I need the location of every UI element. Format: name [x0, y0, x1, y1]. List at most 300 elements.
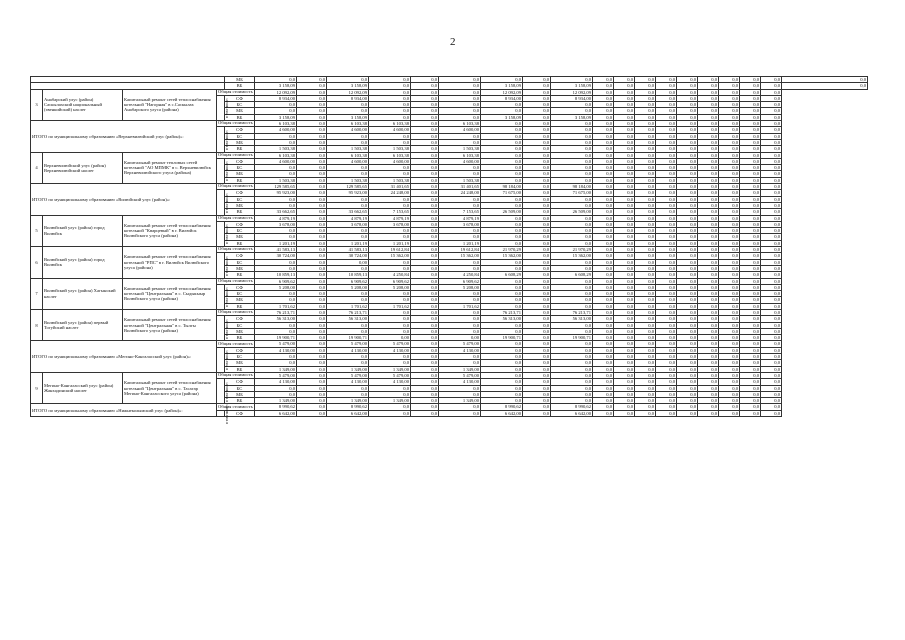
value-cell: 0,0 [719, 102, 740, 108]
value-cell: 0,0 [523, 291, 551, 297]
total-cost-label: Общая стоимость [218, 403, 253, 409]
value-cell: 0,0 [551, 328, 593, 334]
value-cell: 0,0 [677, 83, 698, 89]
value-cell: 0,0 [411, 240, 439, 246]
value-cell: 15 362,00 [439, 253, 481, 259]
source-label: ВБ [225, 335, 255, 341]
value-cell: 0,0 [551, 278, 593, 284]
value-cell: 0,0 [614, 171, 635, 177]
value-cell: 0,0 [481, 240, 523, 246]
value-cell: 0,0 [740, 102, 761, 108]
value-cell: 4 130,00 [327, 379, 369, 385]
source-label: ВБ [225, 240, 255, 246]
value-cell: 0,0 [551, 221, 593, 227]
value-cell: 0,0 [656, 253, 677, 259]
value-cell: 0,0 [614, 253, 635, 259]
value-cell: 26 509,00 [551, 209, 593, 215]
source-label: ВБ [225, 83, 255, 89]
value-cell: 0,0 [656, 354, 677, 360]
value-cell: 0,0 [719, 341, 740, 347]
value-cell: 0,0 [327, 108, 369, 114]
incl-label [217, 347, 229, 372]
total-cost-label: Общая стоимость [218, 372, 253, 378]
value-cell: 0,0 [411, 372, 439, 378]
value-cell: 6 103,38 [255, 152, 297, 158]
value-cell: 0,0 [439, 385, 481, 391]
value-cell: 0,0 [656, 146, 677, 152]
value-cell: 0,0 [297, 121, 327, 127]
value-cell: 0,0 [635, 297, 656, 303]
value-cell: 0,0 [740, 221, 761, 227]
value-cell: 1 349,00 [255, 398, 297, 404]
value-cell: 0,0 [411, 278, 439, 284]
value-cell: 0,0 [593, 347, 614, 353]
value-cell: 0,0 [593, 372, 614, 378]
value-cell: 0,0 [761, 108, 782, 114]
value-cell: 0,0 [551, 202, 593, 208]
value-cell: 0,0 [614, 341, 635, 347]
value-cell: 0,0 [719, 391, 740, 397]
value-cell: 0,0 [719, 77, 740, 83]
value-cell: 0,0 [369, 83, 411, 89]
value-cell: 0,0 [411, 177, 439, 183]
value-cell: 0,0 [698, 322, 719, 328]
value-cell: 0,0 [411, 391, 439, 397]
value-cell: 0,0 [635, 347, 656, 353]
value-cell: 4 250,84 [439, 272, 481, 278]
value-cell: 0,0 [656, 102, 677, 108]
value-cell: 6 103,38 [439, 121, 481, 127]
value-cell: 5 479,00 [439, 372, 481, 378]
source-label: БС [225, 291, 255, 297]
value-cell: 31 401,65 [439, 184, 481, 190]
value-cell: 0,0 [551, 354, 593, 360]
value-cell: 5 208,00 [327, 284, 369, 290]
value-cell: 0,0 [255, 102, 297, 108]
value-cell: 0,0 [614, 196, 635, 202]
value-cell: 0,0 [411, 379, 439, 385]
value-cell: 4 130,00 [255, 347, 297, 353]
value-cell: 0,0 [614, 121, 635, 127]
value-cell: 0,0 [761, 272, 782, 278]
value-cell: 0,0 [439, 354, 481, 360]
value-cell: 0,0 [411, 114, 439, 120]
value-cell: 6 642,00 [327, 410, 369, 416]
value-cell: 0,0 [411, 184, 439, 190]
value-cell: 0,0 [551, 171, 593, 177]
value-cell: 0,0 [411, 146, 439, 152]
value-cell: 0,0 [719, 234, 740, 240]
value-cell: 0,0 [740, 165, 761, 171]
value-cell: 0,0 [523, 265, 551, 271]
value-cell: 4 600,00 [255, 158, 297, 164]
value-cell: 0,0 [740, 360, 761, 366]
value-cell: 8 934,00 [255, 95, 297, 101]
value-cell: 0,0 [297, 309, 327, 315]
value-cell: 0,0 [255, 228, 297, 234]
value-cell: 0,0 [656, 404, 677, 410]
value-cell: 0,0 [761, 177, 782, 183]
value-cell: 0,0 [677, 291, 698, 297]
value-cell: 0,0 [782, 77, 868, 83]
total-cost-label: Общая стоимость [218, 88, 253, 94]
value-cell: 0,0 [719, 228, 740, 234]
value-cell: 0,0 [523, 158, 551, 164]
value-cell: 0,0 [551, 215, 593, 221]
value-cell: 0,0 [614, 209, 635, 215]
value-cell: 0,0 [369, 228, 411, 234]
value-cell: 0,0 [740, 354, 761, 360]
value-cell: 0,0 [635, 291, 656, 297]
value-cell: 4 600,00 [439, 158, 481, 164]
value-cell: 0,0 [614, 297, 635, 303]
value-cell: 0,0 [719, 152, 740, 158]
value-cell: 10 859,13 [327, 272, 369, 278]
value-cell: 0,0 [719, 297, 740, 303]
source-label: МБ [225, 139, 255, 145]
value-cell: 0,0 [761, 278, 782, 284]
value-cell: 0,0 [698, 354, 719, 360]
municipality-total-label: ИТОГО по муниципальному образованию «Вилюйский улус (район)»: [31, 184, 217, 215]
value-cell: 0,0 [297, 253, 327, 259]
value-cell: 0,0 [411, 398, 439, 404]
value-cell: 0,0 [327, 297, 369, 303]
value-cell: 0,0 [761, 341, 782, 347]
source-label: СФ [225, 316, 255, 322]
incl-text: в том числе: [224, 381, 229, 402]
value-cell: 0,0 [411, 202, 439, 208]
value-cell: 0,0 [614, 247, 635, 253]
value-cell: 0,0 [297, 228, 327, 234]
value-cell: 0,0 [698, 341, 719, 347]
value-cell: 0,0 [593, 328, 614, 334]
value-cell: 0,0 [698, 240, 719, 246]
value-cell: 0,0 [593, 322, 614, 328]
value-cell: 0,0 [439, 95, 481, 101]
value-cell: 0,0 [635, 146, 656, 152]
value-cell: 0,0 [255, 297, 297, 303]
value-cell: 0,0 [551, 146, 593, 152]
value-cell: 0,0 [297, 202, 327, 208]
value-cell: 0,0 [677, 202, 698, 208]
value-cell: 0,0 [411, 139, 439, 145]
value-cell: 0,0 [593, 341, 614, 347]
value-cell: 6 103,38 [369, 121, 411, 127]
project-number: 9 [31, 372, 43, 403]
value-cell: 0,0 [677, 89, 698, 95]
project-number: 8 [31, 309, 43, 340]
value-cell: 5 479,00 [327, 372, 369, 378]
value-cell: 4 250,84 [369, 272, 411, 278]
value-cell: 0,0 [481, 196, 523, 202]
value-cell: 1 349,00 [327, 398, 369, 404]
value-cell: 0,0 [656, 240, 677, 246]
total-cost-label: Общая стоимость [218, 120, 253, 126]
value-cell: 0,0 [677, 184, 698, 190]
value-cell: 0,0 [719, 385, 740, 391]
value-cell: 0,0 [523, 240, 551, 246]
value-cell: 0,0 [614, 202, 635, 208]
value-cell: 0,0 [740, 347, 761, 353]
value-cell: 0,0 [677, 316, 698, 322]
value-cell: 0,0 [297, 379, 327, 385]
value-cell: 0,0 [593, 177, 614, 183]
value-cell: 0,0 [523, 146, 551, 152]
value-cell: 0,0 [481, 133, 523, 139]
value-cell: 0,0 [297, 372, 327, 378]
value-cell: 0,0 [255, 291, 297, 297]
value-cell: 0,0 [614, 278, 635, 284]
value-cell: 0,0 [614, 152, 635, 158]
value-cell: 0,0 [411, 77, 439, 83]
value-cell: 0,0 [761, 391, 782, 397]
value-cell: 0,0 [593, 391, 614, 397]
value-cell: 0,0 [255, 259, 297, 265]
value-cell: 1 503,38 [327, 146, 369, 152]
value-cell: 0,0 [593, 265, 614, 271]
value-cell: 0,0 [551, 398, 593, 404]
incl-text: в том числе: [224, 192, 229, 213]
value-cell: 0,0 [761, 360, 782, 366]
value-cell: 33 662,65 [327, 209, 369, 215]
value-cell: 0,0 [523, 410, 551, 416]
value-cell: 98 184,00 [481, 184, 523, 190]
value-cell: 0,0 [481, 102, 523, 108]
value-cell: 0,0 [761, 410, 782, 416]
value-cell: 0,0 [439, 202, 481, 208]
value-cell: 0,0 [635, 322, 656, 328]
value-cell: 0,0 [635, 379, 656, 385]
value-cell: 24 248,00 [439, 190, 481, 196]
value-cell: 0,0 [255, 202, 297, 208]
value-cell: 0,0 [411, 316, 439, 322]
value-cell: 0,0 [523, 228, 551, 234]
value-cell: 0,0 [523, 322, 551, 328]
value-cell: 0,0 [698, 385, 719, 391]
value-cell: 0,0 [635, 265, 656, 271]
value-cell: 4 600,00 [327, 127, 369, 133]
value-cell: 0,0 [635, 95, 656, 101]
value-cell: 0,0 [297, 360, 327, 366]
value-cell: 0,0 [677, 228, 698, 234]
project-location: Верхневилюйский улус (район) Верхневилюйский наслег [43, 152, 123, 183]
value-cell: 0,0 [297, 335, 327, 341]
value-cell: 0,0 [327, 234, 369, 240]
value-cell: 0,0 [551, 391, 593, 397]
value-cell: 0,0 [593, 165, 614, 171]
value-cell: 0,0 [635, 158, 656, 164]
value-cell: 3 158,09 [481, 83, 523, 89]
value-cell: 0,0 [523, 152, 551, 158]
value-cell: 0,0 [369, 309, 411, 315]
value-cell: 0,0 [698, 328, 719, 334]
source-label: БС [225, 322, 255, 328]
value-cell: 0,0 [635, 121, 656, 127]
value-cell: 0,0 [698, 190, 719, 196]
value-cell: 0,0 [523, 95, 551, 101]
project-number: 5 [31, 215, 43, 246]
value-cell: 0,0 [411, 328, 439, 334]
value-cell: 0,0 [297, 291, 327, 297]
value-cell: 0,0 [439, 114, 481, 120]
value-cell: 0,0 [656, 309, 677, 315]
value-cell: 76 213,71 [551, 309, 593, 315]
value-cell: 56 313,00 [327, 316, 369, 322]
value-cell: 0,0 [255, 165, 297, 171]
value-cell: 0,0 [593, 184, 614, 190]
value-cell: 0,0 [369, 322, 411, 328]
value-cell: 0,0 [656, 184, 677, 190]
value-cell: 0,0 [369, 196, 411, 202]
value-cell: 0,0 [523, 190, 551, 196]
value-cell: 0,0 [255, 322, 297, 328]
value-cell: 0,0 [523, 234, 551, 240]
value-cell: 0,0 [593, 202, 614, 208]
value-cell: 0,0 [297, 265, 327, 271]
value-cell: 0,0 [698, 259, 719, 265]
value-cell: 0,0 [593, 152, 614, 158]
value-cell: 0,0 [593, 102, 614, 108]
value-cell: 0,0 [593, 190, 614, 196]
value-cell: 15 362,00 [481, 253, 523, 259]
value-cell: 0,0 [593, 89, 614, 95]
incl-text: в том числе: [224, 98, 229, 119]
value-cell: 0,0 [593, 139, 614, 145]
source-label: ВБ [225, 209, 255, 215]
value-cell: 0,0 [761, 215, 782, 221]
value-cell: 0,0 [411, 354, 439, 360]
value-cell: 4 879,19 [439, 215, 481, 221]
value-cell: 0,0 [481, 259, 523, 265]
value-cell: 0,0 [677, 152, 698, 158]
value-cell: 6 103,38 [327, 152, 369, 158]
value-cell: 76 213,71 [255, 309, 297, 315]
value-cell: 0,0 [297, 347, 327, 353]
value-cell: 0,0 [481, 303, 523, 309]
incl-label [217, 403, 229, 424]
project-name: Капитальный ремонт сетей теплоснабжения котельной "Центральная" в с. Тылгы Вилюйского улуса (района) [123, 309, 217, 340]
value-cell: 0,0 [481, 265, 523, 271]
value-cell: 0,0 [369, 95, 411, 101]
value-cell: 1 503,38 [255, 146, 297, 152]
value-cell: 0,0 [761, 297, 782, 303]
value-cell: 0,0 [551, 102, 593, 108]
value-cell: 0,0 [297, 221, 327, 227]
value-cell: 0,0 [698, 152, 719, 158]
value-cell: 0,0 [656, 297, 677, 303]
value-cell: 0,0 [523, 391, 551, 397]
value-cell: 0,0 [698, 209, 719, 215]
value-cell: 0,0 [439, 102, 481, 108]
value-cell: 0,0 [698, 379, 719, 385]
value-cell: 0,0 [369, 354, 411, 360]
source-label: СФ [225, 347, 255, 353]
value-cell: 0,0 [719, 190, 740, 196]
value-cell: 0,0 [439, 89, 481, 95]
value-cell: 0,0 [411, 102, 439, 108]
value-cell: 0,0 [255, 196, 297, 202]
value-cell: 0,0 [698, 284, 719, 290]
value-cell: 0,0 [523, 139, 551, 145]
value-cell: 0,0 [698, 234, 719, 240]
value-cell: 0,0 [740, 152, 761, 158]
value-cell: 0,0 [593, 404, 614, 410]
value-cell: 0,0 [523, 247, 551, 253]
value-cell: 0,0 [740, 209, 761, 215]
value-cell: 0,0 [297, 240, 327, 246]
value-cell: 0,0 [614, 379, 635, 385]
value-cell: 33 662,65 [255, 209, 297, 215]
value-cell: 0,0 [635, 127, 656, 133]
incl-text: в том числе: [224, 318, 229, 339]
value-cell: 0,0 [635, 83, 656, 89]
project-name: Капитальный ремонт сетей теплоснабжения котельной "Нагорная" в с.Саскылах Анабарского улуса (района) [123, 89, 217, 120]
value-cell: 6 103,38 [439, 152, 481, 158]
value-cell: 0,0 [761, 265, 782, 271]
value-cell: 0,0 [369, 89, 411, 95]
value-cell: 0,0 [698, 114, 719, 120]
value-cell: 0,0 [614, 316, 635, 322]
value-cell: 0,0 [297, 158, 327, 164]
project-name: Капитальный ремонт сетей теплоснабжения котельной "Центральная" в с. Тасагар Мегино-Кангаласского улуса (района) [123, 372, 217, 403]
value-cell: 0,0 [740, 95, 761, 101]
project-location: Мегино-Кангаласский улус (район) Жанхадинский наслег [43, 372, 123, 403]
value-cell: 4 130,00 [327, 347, 369, 353]
value-cell: 76 213,71 [481, 309, 523, 315]
value-cell: 0,0 [635, 139, 656, 145]
value-cell: 0,0 [551, 265, 593, 271]
value-cell: 0,0 [593, 121, 614, 127]
source-label: ВБ [225, 366, 255, 372]
value-cell: 21 970,29 [481, 247, 523, 253]
value-cell: 0,0 [411, 121, 439, 127]
value-cell: 0,0 [551, 240, 593, 246]
value-cell: 0,0 [551, 366, 593, 372]
value-cell: 0,0 [656, 83, 677, 89]
value-cell: 0,0 [411, 190, 439, 196]
value-cell: 129 585,65 [327, 184, 369, 190]
value-cell: 0,0 [656, 284, 677, 290]
value-cell: 0,0 [614, 215, 635, 221]
value-cell: 0,0 [523, 347, 551, 353]
value-cell: 0,0 [740, 379, 761, 385]
value-cell: 0,0 [698, 398, 719, 404]
value-cell: 0,0 [439, 265, 481, 271]
value-cell: 4 130,00 [369, 379, 411, 385]
value-cell: 0,0 [551, 108, 593, 114]
value-cell: 0,0 [719, 177, 740, 183]
value-cell: 0,0 [614, 108, 635, 114]
source-label: СФ [225, 410, 255, 416]
value-cell: 3 158,09 [551, 114, 593, 120]
value-cell: 0,0 [327, 360, 369, 366]
value-cell: 0,0 [411, 322, 439, 328]
value-cell: 0,0 [369, 316, 411, 322]
value-cell: 0,0 [369, 234, 411, 240]
value-cell: 0,0 [297, 133, 327, 139]
value-cell: 0,0 [740, 372, 761, 378]
value-cell: 0,0 [698, 404, 719, 410]
value-cell: 0,0 [439, 404, 481, 410]
value-cell: 0,0 [411, 196, 439, 202]
value-cell: 0,0 [411, 89, 439, 95]
value-cell: 0,0 [614, 221, 635, 227]
value-cell: 15 362,00 [551, 253, 593, 259]
value-cell: 0,0 [255, 360, 297, 366]
value-cell: 5 479,00 [369, 341, 411, 347]
incl-label [217, 253, 229, 278]
value-cell: 0,0 [481, 127, 523, 133]
